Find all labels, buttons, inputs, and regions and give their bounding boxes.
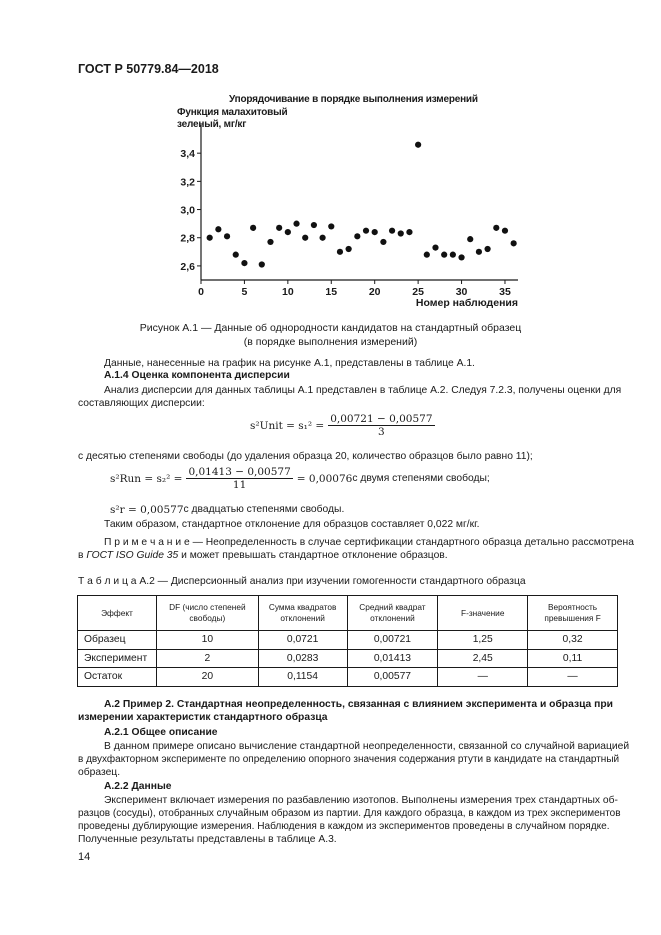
paragraph: Полученные результаты представлены в таблице А.3. (78, 834, 337, 845)
x-tick-label: 25 (412, 286, 424, 298)
table-cell: 0,11 (528, 649, 618, 668)
table-cell: 0,1154 (258, 668, 347, 687)
y-tick-label: 3,4 (180, 148, 195, 161)
note-text: и может превышать стандартное отклонение образцов. (178, 550, 448, 561)
figure-caption-line1: Рисунок А.1 — Данные об однородности кандидатов на стандартный образец (139, 322, 522, 334)
data-point (319, 235, 325, 241)
equation-numerator: 0,01413 − 0,00577 (188, 466, 291, 478)
table-header-cell: DF (число степеней свободы) (156, 596, 258, 631)
note-text: в (78, 550, 87, 561)
data-point (398, 230, 404, 236)
table-cell: 2,45 (438, 649, 528, 668)
table-caption (78, 575, 526, 589)
data-point (441, 252, 447, 258)
table-row (78, 631, 618, 650)
data-point (424, 252, 430, 258)
figure-caption-line2: (в порядке выполнения измерений) (243, 336, 418, 348)
table-header-cell: Средний квадрат отклонений (347, 596, 438, 631)
equation-denominator: 3 (378, 426, 385, 438)
data-point (415, 142, 421, 148)
data-point (267, 239, 273, 245)
data-point (302, 235, 308, 241)
table-cell: Эксперимент (78, 649, 157, 668)
data-point (493, 225, 499, 231)
data-point (259, 261, 265, 267)
data-point (224, 233, 230, 239)
paragraph: В данном примере описано вычисление стандартной неопределенности, связанной со случайной вариацией (104, 741, 630, 752)
x-tick-label: 35 (499, 286, 511, 298)
table-header-row (78, 596, 618, 631)
chart-yticks (180, 148, 201, 273)
data-point (485, 246, 491, 252)
chart-axes (201, 125, 518, 280)
equation-denominator: 11 (232, 479, 247, 491)
table-cell: 10 (156, 631, 258, 650)
paragraph: Таким образом, стандартное отклонение для образцов составляет 0,022 мг/кг. (104, 519, 480, 530)
data-point (406, 229, 412, 235)
note-label: П р и м е ч а н и е (104, 537, 190, 548)
table-header-cell: Вероятность превышения F (528, 596, 618, 631)
table-header-cell: Сумма квадратов отклонений (258, 596, 347, 631)
paragraph: с десятью степенями свободы (до удаления образца 20, количество образцов было равно 11); (78, 451, 533, 462)
y-tick-label: 3,2 (180, 176, 195, 189)
data-point (346, 246, 352, 252)
data-point (476, 249, 482, 255)
table-cell: — (528, 668, 618, 687)
table-cell: Образец (78, 631, 157, 650)
equation-numerator: 0,00721 − 0,00577 (330, 413, 433, 425)
data-point (233, 252, 239, 258)
table-cell: 0,00721 (347, 631, 438, 650)
data-point (450, 252, 456, 258)
table-cell: 0,0721 (258, 631, 347, 650)
equation-result: = 0,00076 (296, 472, 353, 485)
data-point (241, 260, 247, 266)
data-point (250, 225, 256, 231)
section-heading: А.1.4 Оценка компонента дисперсии (104, 370, 290, 381)
paragraph: в двухфакторном эксперименте по определению опорного значения содержания ртути в кандидате на стандартный (78, 754, 620, 765)
data-point (511, 240, 517, 246)
note-text: — Неопределенность в случае сертификации стандартного образца детально рассмотрена (189, 537, 634, 548)
equation-lhs: s²r = 0,00577 (110, 504, 184, 516)
equation-lhs: s²Run = s₂² = (110, 472, 183, 485)
data-point (337, 249, 343, 255)
paragraph: Данные, нанесенные на график на рисунке А.1, представлены в таблице А.1. (104, 358, 475, 369)
paragraph: проведены дублирующие измерения. Наблюдения в каждом из экспериментов проведены в случайном порядке. (78, 821, 610, 832)
equation-unit-variance (250, 413, 435, 438)
table-cell: — (438, 668, 528, 687)
paragraph: разцов (сосуды), отобранных случайным образом из партии. Для каждого образца, в каждом из трех экспериментов (78, 808, 621, 819)
table-cell: 0,0283 (258, 649, 347, 668)
paragraph: Анализ дисперсии для данных таблицы А.1 представлен в таблице А.2. Следуя 7.2.3, получены оценки для (104, 385, 622, 396)
data-point (363, 228, 369, 234)
data-point (372, 229, 378, 235)
section-heading: А.2.1 Общее описание (104, 727, 218, 738)
note-line1 (104, 536, 634, 550)
table-header-cell: Эффект (78, 596, 157, 631)
equation-residual-variance (110, 503, 344, 517)
x-tick-label: 0 (198, 286, 204, 298)
data-point (467, 236, 473, 242)
scatter-chart (160, 125, 530, 310)
y-tick-label: 2,8 (180, 232, 195, 245)
chart-ylabel-line1: Функция малахитовый (177, 107, 288, 118)
section-heading: А.2.2 Данные (104, 781, 172, 792)
data-point (502, 228, 508, 234)
document-header: ГОСТ Р 50779.84—2018 (78, 62, 219, 76)
x-tick-label: 30 (455, 286, 468, 298)
paragraph: Эксперимент включает измерения по разбавлению изотопов. Выполнены измерения трех стандартных об- (104, 795, 618, 806)
data-point (389, 228, 395, 234)
data-point (311, 222, 317, 228)
equation-note: с двумя степенями свободы; (352, 473, 490, 484)
section-heading: измерении характеристик стандартного образца (78, 712, 328, 723)
table-row (78, 668, 618, 687)
section-heading: А.2 Пример 2. Стандартная неопределенность, связанная с влиянием эксперимента и образца при (104, 699, 613, 710)
data-point (293, 221, 299, 227)
chart-title: Упорядочивание в порядке выполнения измерений (229, 94, 478, 105)
chart-xticks (198, 280, 511, 298)
x-tick-label: 15 (325, 286, 338, 298)
paragraph: образец. (78, 767, 121, 778)
paragraph: составляющих дисперсии: (78, 398, 205, 409)
table-title: А.2 — Дисперсионный анализ при изучении гомогенности стандартного образца (139, 576, 526, 587)
data-point (276, 225, 282, 231)
table-cell: 0,01413 (347, 649, 438, 668)
x-tick-label: 5 (241, 286, 248, 298)
table-label: Т а б л и ц а (78, 576, 137, 587)
data-point (215, 226, 221, 232)
table-header-cell: F-значение (438, 596, 528, 631)
data-point (380, 239, 386, 245)
table-cell: 0,00577 (347, 668, 438, 687)
x-tick-label: 20 (368, 286, 381, 298)
reference-link: ГОСТ ISO Guide 35 (86, 550, 179, 561)
y-tick-label: 2,6 (180, 260, 195, 273)
table-cell: 20 (156, 668, 258, 687)
data-point (354, 233, 360, 239)
x-tick-label: 10 (282, 286, 294, 298)
chart-points (207, 142, 517, 268)
chart-ylabel-line2: зеленый, мг/кг (177, 119, 247, 130)
data-point (285, 229, 291, 235)
table-cell: 2 (156, 649, 258, 668)
equation-lhs: s²Unit = s₁² = (250, 419, 325, 432)
data-point (207, 235, 213, 241)
table-cell: 1,25 (438, 631, 528, 650)
equation-note: с двадцатью степенями свободы. (183, 504, 345, 515)
table-row (78, 649, 618, 668)
note-line2 (78, 549, 448, 563)
y-tick-label: 3,0 (180, 204, 195, 217)
anova-table (77, 595, 618, 687)
chart-xlabel: Номер наблюдения (415, 297, 518, 309)
table-cell: 0,32 (528, 631, 618, 650)
table-cell: Остаток (78, 668, 157, 687)
equation-run-variance (110, 466, 490, 491)
data-point (432, 244, 438, 250)
page-number: 14 (78, 851, 91, 863)
data-point (458, 254, 464, 260)
data-point (328, 223, 334, 229)
